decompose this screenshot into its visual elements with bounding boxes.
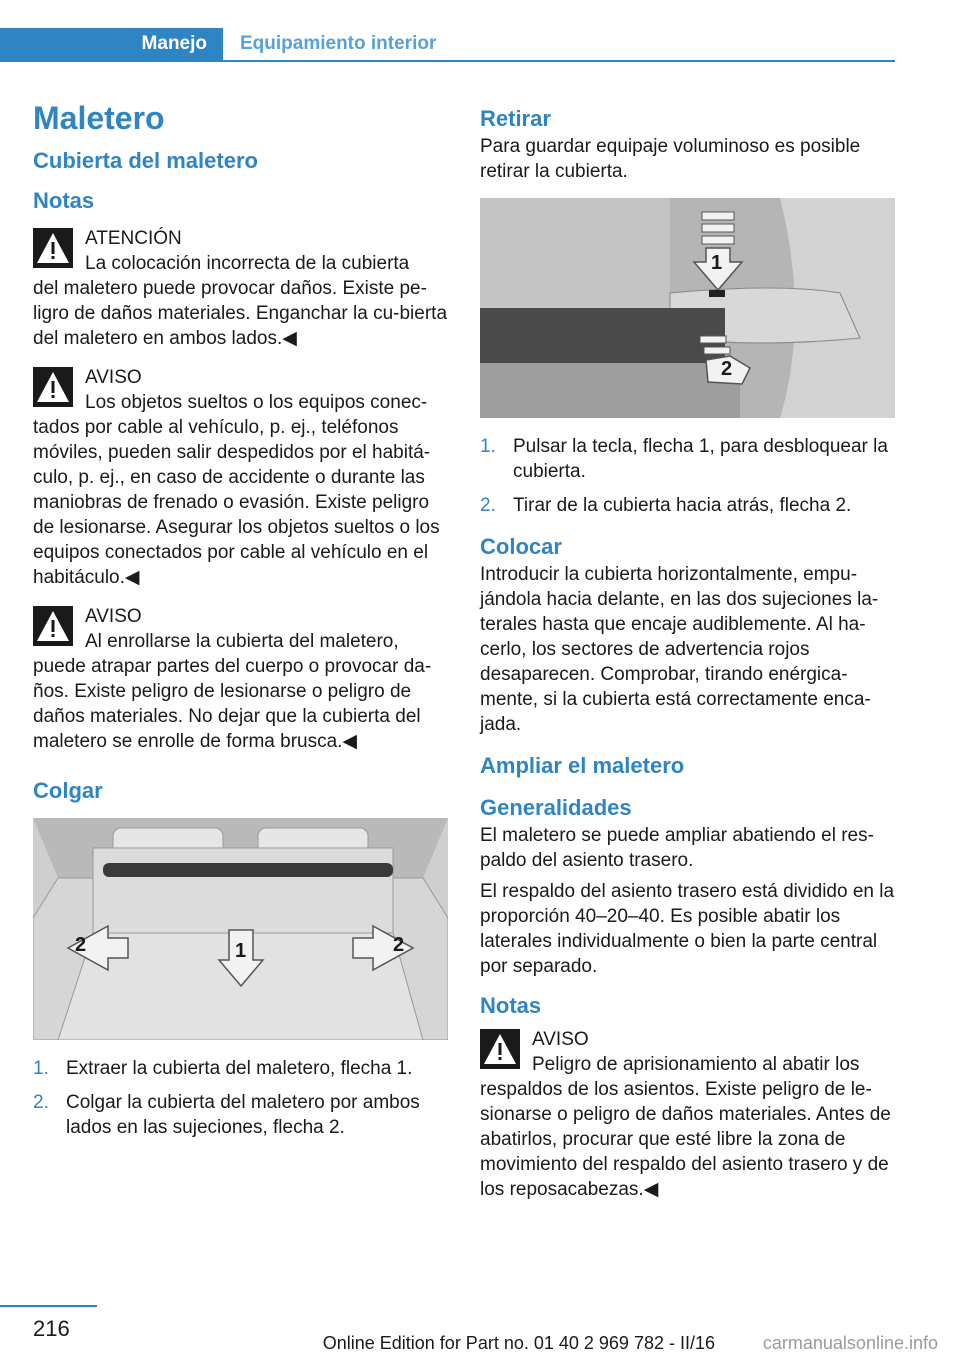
figure-hang-cover [33,818,448,1040]
subtitle: Cubierta del maletero [33,148,258,173]
section-header [0,28,895,62]
figure-remove-cover [480,198,895,418]
warning-icon [33,606,73,646]
arrow-label-2-left: 2 [75,934,87,956]
notice-heading: AVISO [85,606,142,627]
page-number: 216 [33,1316,70,1341]
place-text: Introducir la cubierta horizontalmente, empu‐jándola hacia delante, en las dos sujeciones la‐terales hasta que encaje audiblemente. Al ha‐cerlo, los sectores de advertencia rojos desaparecen. Comprobar, tirando enérgica‐mente, si la cubierta está correctamente enca‐jada. [480,564,879,735]
general-text-1: El maletero se puede ampliar abatiendo el res‐paldo del asiento trasero. [480,825,874,871]
warning-icon [33,367,73,407]
edition-text: Online Edition for Part no. 01 40 2 969 782 - II/16 [322,1333,715,1353]
list-item: 2. Colgar la cubierta del maletero por ambos lados en las sujeciones, flecha 2. [33,1092,420,1138]
notes-heading: Notas [480,993,542,1018]
footer-rule [0,1305,97,1307]
remove-heading: Retirar [480,106,551,131]
header-rule [0,60,895,62]
arrow-label-2-right: 2 [393,934,405,956]
notice-body: Al enrollarse la cubierta del maletero, puede atrapar partes del cuerpo o provocar da‐ños. Existe peligro de lesionarse o peligro de daños materiales. No dejar que la cubierta del maletero se enrolle de forma brusca.◀ [33,631,432,752]
warning-icon [33,228,73,268]
trunk-illustration [33,818,448,1040]
general-text-2: El respaldo del asiento trasero está dividido en la proporción 40–20–40. Es posible abatir los laterales individualmente o bien la parte central por separado. [480,881,895,977]
list-item: 1. Extraer la cubierta del maletero, flecha 1. [33,1058,413,1079]
watermark: carmanualsonline.info [762,1333,938,1353]
notice-heading: AVISO [532,1029,589,1050]
tab-equipamiento-interior[interactable]: Equipamiento interior [240,33,437,54]
notice-heading: ATENCIÓN [85,228,182,249]
notice-aviso-objetos [33,365,448,590]
notice-aviso-aprisionamiento [480,1027,895,1202]
left-column [33,96,448,1149]
notice-body: La colocación incorrecta de la cubierta del maletero puede provocar daños. Existe pe‐ligro de daños materiales. Enganchar la cu‐bierta del maletero en ambos lados.◀ [33,253,448,349]
hang-steps [33,1056,448,1140]
tab-manejo[interactable]: Manejo [0,28,223,62]
remove-text: Para guardar equipaje voluminoso es posible retirar la cubierta. [480,136,861,182]
warning-icon [480,1029,520,1069]
arrow-label-2: 2 [721,358,733,380]
notice-body: Peligro de aprisionamiento al abatir los respaldos de los asientos. Existe peligro de le‐sionarse o peligro de daños materiales. Antes de abatirlos, procurar que esté libre la zona de movimiento del respaldo del asiento trasero y de los reposacabezas.◀ [480,1054,891,1200]
notice-body: Los objetos sueltos o los equipos conec‐ tados por cable al vehículo, p. ej., teléfonos móviles, pueden salir despedidos por el habitá‐culo, p. ej., en caso de accidente o durante las maniobras de frenado o evasión. Existe peligro de lesionarse. Asegurar los objetos sueltos o los equipos conectados por cable al vehículo en el habitáculo.◀ [33,392,440,588]
extend-heading: Ampliar el maletero [480,753,685,778]
notes-heading: Notas [33,188,95,213]
notice-aviso-enrollar [33,604,448,754]
right-column [480,104,895,1216]
list-item: 1. Pulsar la tecla, flecha 1, para desbloquear la cubierta. [480,436,888,482]
notice-heading: AVISO [85,367,142,388]
notice-atencion [33,226,448,351]
hang-heading: Colgar [33,778,103,803]
place-heading: Colocar [480,534,562,559]
page-title: Maletero [33,100,165,136]
list-item: 2. Tirar de la cubierta hacia atrás, flecha 2. [480,495,852,516]
general-heading: Generalidades [480,795,632,820]
remove-steps [480,434,895,518]
cover-illustration [480,198,895,418]
arrow-label-1: 1 [235,940,247,962]
arrow-label-1: 1 [711,252,723,274]
